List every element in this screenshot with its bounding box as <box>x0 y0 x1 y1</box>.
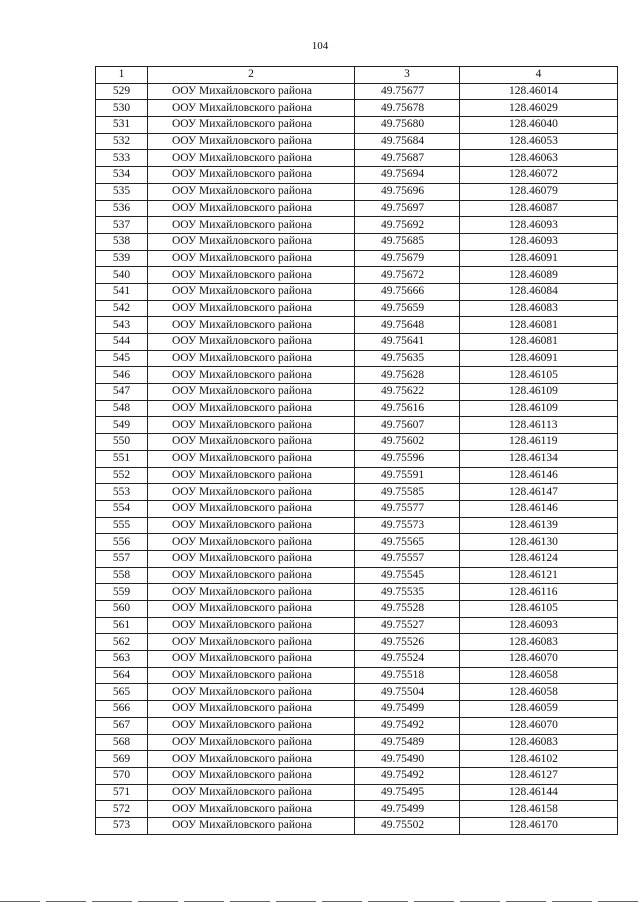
object-name-cell: ООУ Михайловского района <box>148 400 355 417</box>
point-number-cell: 530 <box>96 100 148 117</box>
longitude-cell: 128.46121 <box>460 567 618 584</box>
object-name-cell: ООУ Михайловского района <box>148 684 355 701</box>
table-row <box>96 200 618 217</box>
table-row <box>96 183 618 200</box>
object-name-cell: ООУ Михайловского района <box>148 701 355 718</box>
longitude-cell: 128.46058 <box>460 667 618 684</box>
latitude-cell: 49.75499 <box>355 701 460 718</box>
point-number-cell: 534 <box>96 167 148 184</box>
point-number-cell: 552 <box>96 467 148 484</box>
point-number-cell: 564 <box>96 667 148 684</box>
table-row <box>96 550 618 567</box>
table-row <box>96 584 618 601</box>
table-row <box>96 634 618 651</box>
object-name-cell: ООУ Михайловского района <box>148 334 355 351</box>
object-name-cell: ООУ Михайловского района <box>148 767 355 784</box>
point-number-cell: 541 <box>96 283 148 300</box>
table-row <box>96 617 618 634</box>
table-row <box>96 400 618 417</box>
point-number-cell: 538 <box>96 233 148 250</box>
latitude-cell: 49.75565 <box>355 534 460 551</box>
point-number-cell: 569 <box>96 751 148 768</box>
longitude-cell: 128.46139 <box>460 517 618 534</box>
longitude-cell: 128.46105 <box>460 367 618 384</box>
latitude-cell: 49.75672 <box>355 267 460 284</box>
table-row <box>96 417 618 434</box>
object-name-cell: ООУ Михайловского района <box>148 267 355 284</box>
latitude-cell: 49.75622 <box>355 384 460 401</box>
point-number-cell: 567 <box>96 717 148 734</box>
point-number-cell: 546 <box>96 367 148 384</box>
object-name-cell: ООУ Михайловского района <box>148 734 355 751</box>
longitude-cell: 128.46083 <box>460 734 618 751</box>
longitude-cell: 128.46070 <box>460 651 618 668</box>
latitude-cell: 49.75526 <box>355 634 460 651</box>
table-row <box>96 117 618 134</box>
table-row <box>96 734 618 751</box>
table-row <box>96 701 618 718</box>
point-number-cell: 544 <box>96 334 148 351</box>
latitude-cell: 49.75535 <box>355 584 460 601</box>
latitude-cell: 49.75499 <box>355 801 460 818</box>
latitude-cell: 49.75628 <box>355 367 460 384</box>
table-row <box>96 334 618 351</box>
longitude-cell: 128.46093 <box>460 617 618 634</box>
object-name-cell: ООУ Михайловского района <box>148 584 355 601</box>
longitude-cell: 128.46144 <box>460 784 618 801</box>
table-row <box>96 150 618 167</box>
table-row <box>96 534 618 551</box>
latitude-cell: 49.75697 <box>355 200 460 217</box>
table-row <box>96 767 618 784</box>
table-row <box>96 467 618 484</box>
point-number-cell: 550 <box>96 434 148 451</box>
point-number-cell: 553 <box>96 484 148 501</box>
longitude-cell: 128.46089 <box>460 267 618 284</box>
table-row <box>96 300 618 317</box>
header-col-4: 4 <box>460 67 618 84</box>
table-row <box>96 350 618 367</box>
table-row <box>96 283 618 300</box>
longitude-cell: 128.46109 <box>460 384 618 401</box>
longitude-cell: 128.46083 <box>460 300 618 317</box>
longitude-cell: 128.46119 <box>460 434 618 451</box>
latitude-cell: 49.75524 <box>355 651 460 668</box>
coordinates-table <box>95 66 618 835</box>
point-number-cell: 536 <box>96 200 148 217</box>
latitude-cell: 49.75679 <box>355 250 460 267</box>
table-row <box>96 317 618 334</box>
longitude-cell: 128.46058 <box>460 684 618 701</box>
header-col-2: 2 <box>148 67 355 84</box>
latitude-cell: 49.75502 <box>355 817 460 834</box>
point-number-cell: 547 <box>96 384 148 401</box>
table-header-row <box>96 67 618 84</box>
latitude-cell: 49.75495 <box>355 784 460 801</box>
latitude-cell: 49.75692 <box>355 217 460 234</box>
latitude-cell: 49.75504 <box>355 684 460 701</box>
object-name-cell: ООУ Михайловского района <box>148 83 355 100</box>
point-number-cell: 561 <box>96 617 148 634</box>
object-name-cell: ООУ Михайловского района <box>148 567 355 584</box>
latitude-cell: 49.75577 <box>355 500 460 517</box>
latitude-cell: 49.75573 <box>355 517 460 534</box>
point-number-cell: 548 <box>96 400 148 417</box>
latitude-cell: 49.75602 <box>355 434 460 451</box>
table-row <box>96 250 618 267</box>
latitude-cell: 49.75648 <box>355 317 460 334</box>
longitude-cell: 128.46146 <box>460 500 618 517</box>
latitude-cell: 49.75557 <box>355 550 460 567</box>
table-row <box>96 684 618 701</box>
longitude-cell: 128.46063 <box>460 150 618 167</box>
table-row <box>96 517 618 534</box>
point-number-cell: 540 <box>96 267 148 284</box>
point-number-cell: 531 <box>96 117 148 134</box>
table-row <box>96 484 618 501</box>
object-name-cell: ООУ Михайловского района <box>148 434 355 451</box>
object-name-cell: ООУ Михайловского района <box>148 817 355 834</box>
latitude-cell: 49.75685 <box>355 233 460 250</box>
point-number-cell: 563 <box>96 651 148 668</box>
longitude-cell: 128.46127 <box>460 767 618 784</box>
table-row <box>96 717 618 734</box>
table-row <box>96 133 618 150</box>
table-row <box>96 751 618 768</box>
object-name-cell: ООУ Михайловского района <box>148 350 355 367</box>
point-number-cell: 529 <box>96 83 148 100</box>
longitude-cell: 128.46040 <box>460 117 618 134</box>
object-name-cell: ООУ Михайловского района <box>148 233 355 250</box>
object-name-cell: ООУ Михайловского района <box>148 450 355 467</box>
latitude-cell: 49.75492 <box>355 717 460 734</box>
latitude-cell: 49.75696 <box>355 183 460 200</box>
table-row <box>96 801 618 818</box>
point-number-cell: 559 <box>96 584 148 601</box>
table-row <box>96 784 618 801</box>
object-name-cell: ООУ Михайловского района <box>148 500 355 517</box>
latitude-cell: 49.75694 <box>355 167 460 184</box>
point-number-cell: 572 <box>96 801 148 818</box>
point-number-cell: 557 <box>96 550 148 567</box>
object-name-cell: ООУ Михайловского района <box>148 100 355 117</box>
latitude-cell: 49.75518 <box>355 667 460 684</box>
longitude-cell: 128.46091 <box>460 250 618 267</box>
latitude-cell: 49.75616 <box>355 400 460 417</box>
object-name-cell: ООУ Михайловского района <box>148 167 355 184</box>
table-row <box>96 450 618 467</box>
longitude-cell: 128.46130 <box>460 534 618 551</box>
object-name-cell: ООУ Михайловского района <box>148 467 355 484</box>
point-number-cell: 543 <box>96 317 148 334</box>
object-name-cell: ООУ Михайловского района <box>148 384 355 401</box>
object-name-cell: ООУ Михайловского района <box>148 784 355 801</box>
point-number-cell: 571 <box>96 784 148 801</box>
object-name-cell: ООУ Михайловского района <box>148 634 355 651</box>
page-bottom-rule <box>0 901 640 902</box>
longitude-cell: 128.46116 <box>460 584 618 601</box>
longitude-cell: 128.46079 <box>460 183 618 200</box>
longitude-cell: 128.46158 <box>460 801 618 818</box>
table-row <box>96 601 618 618</box>
object-name-cell: ООУ Михайловского района <box>148 717 355 734</box>
point-number-cell: 570 <box>96 767 148 784</box>
table-body <box>96 83 618 834</box>
object-name-cell: ООУ Михайловского района <box>148 601 355 618</box>
latitude-cell: 49.75680 <box>355 117 460 134</box>
longitude-cell: 128.46105 <box>460 601 618 618</box>
point-number-cell: 562 <box>96 634 148 651</box>
latitude-cell: 49.75545 <box>355 567 460 584</box>
longitude-cell: 128.46102 <box>460 751 618 768</box>
table-row <box>96 567 618 584</box>
longitude-cell: 128.46093 <box>460 217 618 234</box>
longitude-cell: 128.46146 <box>460 467 618 484</box>
page-number: 104 <box>311 40 329 52</box>
point-number-cell: 573 <box>96 817 148 834</box>
object-name-cell: ООУ Михайловского района <box>148 801 355 818</box>
table-row <box>96 233 618 250</box>
object-name-cell: ООУ Михайловского района <box>148 183 355 200</box>
latitude-cell: 49.75677 <box>355 83 460 100</box>
point-number-cell: 549 <box>96 417 148 434</box>
point-number-cell: 565 <box>96 684 148 701</box>
table-row <box>96 217 618 234</box>
latitude-cell: 49.75528 <box>355 601 460 618</box>
latitude-cell: 49.75585 <box>355 484 460 501</box>
object-name-cell: ООУ Михайловского района <box>148 150 355 167</box>
latitude-cell: 49.75527 <box>355 617 460 634</box>
longitude-cell: 128.46091 <box>460 350 618 367</box>
point-number-cell: 535 <box>96 183 148 200</box>
table-row <box>96 100 618 117</box>
object-name-cell: ООУ Михайловского района <box>148 200 355 217</box>
latitude-cell: 49.75666 <box>355 283 460 300</box>
latitude-cell: 49.75591 <box>355 467 460 484</box>
point-number-cell: 554 <box>96 500 148 517</box>
longitude-cell: 128.46072 <box>460 167 618 184</box>
point-number-cell: 568 <box>96 734 148 751</box>
latitude-cell: 49.75684 <box>355 133 460 150</box>
point-number-cell: 542 <box>96 300 148 317</box>
point-number-cell: 545 <box>96 350 148 367</box>
object-name-cell: ООУ Михайловского района <box>148 300 355 317</box>
longitude-cell: 128.46147 <box>460 484 618 501</box>
longitude-cell: 128.46029 <box>460 100 618 117</box>
point-number-cell: 558 <box>96 567 148 584</box>
longitude-cell: 128.46070 <box>460 717 618 734</box>
latitude-cell: 49.75489 <box>355 734 460 751</box>
object-name-cell: ООУ Михайловского района <box>148 517 355 534</box>
longitude-cell: 128.46014 <box>460 83 618 100</box>
object-name-cell: ООУ Михайловского района <box>148 117 355 134</box>
object-name-cell: ООУ Михайловского района <box>148 550 355 567</box>
header-col-3: 3 <box>355 67 460 84</box>
object-name-cell: ООУ Михайловского района <box>148 751 355 768</box>
point-number-cell: 539 <box>96 250 148 267</box>
longitude-cell: 128.46081 <box>460 334 618 351</box>
object-name-cell: ООУ Михайловского района <box>148 417 355 434</box>
latitude-cell: 49.75635 <box>355 350 460 367</box>
table-row <box>96 667 618 684</box>
object-name-cell: ООУ Михайловского района <box>148 667 355 684</box>
longitude-cell: 128.46109 <box>460 400 618 417</box>
table-row <box>96 817 618 834</box>
object-name-cell: ООУ Михайловского района <box>148 217 355 234</box>
latitude-cell: 49.75659 <box>355 300 460 317</box>
point-number-cell: 532 <box>96 133 148 150</box>
longitude-cell: 128.46084 <box>460 283 618 300</box>
header-col-1: 1 <box>96 67 148 84</box>
object-name-cell: ООУ Михайловского района <box>148 651 355 668</box>
table-row <box>96 384 618 401</box>
latitude-cell: 49.75607 <box>355 417 460 434</box>
longitude-cell: 128.46087 <box>460 200 618 217</box>
table-row <box>96 434 618 451</box>
longitude-cell: 128.46081 <box>460 317 618 334</box>
latitude-cell: 49.75678 <box>355 100 460 117</box>
object-name-cell: ООУ Михайловского района <box>148 484 355 501</box>
latitude-cell: 49.75687 <box>355 150 460 167</box>
table-row <box>96 651 618 668</box>
longitude-cell: 128.46059 <box>460 701 618 718</box>
longitude-cell: 128.46124 <box>460 550 618 567</box>
point-number-cell: 533 <box>96 150 148 167</box>
longitude-cell: 128.46083 <box>460 634 618 651</box>
object-name-cell: ООУ Михайловского района <box>148 367 355 384</box>
longitude-cell: 128.46093 <box>460 233 618 250</box>
object-name-cell: ООУ Михайловского района <box>148 617 355 634</box>
longitude-cell: 128.46134 <box>460 450 618 467</box>
latitude-cell: 49.75492 <box>355 767 460 784</box>
longitude-cell: 128.46053 <box>460 133 618 150</box>
table-row <box>96 267 618 284</box>
point-number-cell: 551 <box>96 450 148 467</box>
point-number-cell: 560 <box>96 601 148 618</box>
longitude-cell: 128.46170 <box>460 817 618 834</box>
latitude-cell: 49.75596 <box>355 450 460 467</box>
table-row <box>96 500 618 517</box>
table-row <box>96 83 618 100</box>
object-name-cell: ООУ Михайловского района <box>148 534 355 551</box>
object-name-cell: ООУ Михайловского района <box>148 317 355 334</box>
object-name-cell: ООУ Михайловского района <box>148 133 355 150</box>
point-number-cell: 566 <box>96 701 148 718</box>
object-name-cell: ООУ Михайловского района <box>148 283 355 300</box>
point-number-cell: 555 <box>96 517 148 534</box>
point-number-cell: 537 <box>96 217 148 234</box>
latitude-cell: 49.75641 <box>355 334 460 351</box>
point-number-cell: 556 <box>96 534 148 551</box>
longitude-cell: 128.46113 <box>460 417 618 434</box>
latitude-cell: 49.75490 <box>355 751 460 768</box>
table-row <box>96 367 618 384</box>
object-name-cell: ООУ Михайловского района <box>148 250 355 267</box>
table-row <box>96 167 618 184</box>
